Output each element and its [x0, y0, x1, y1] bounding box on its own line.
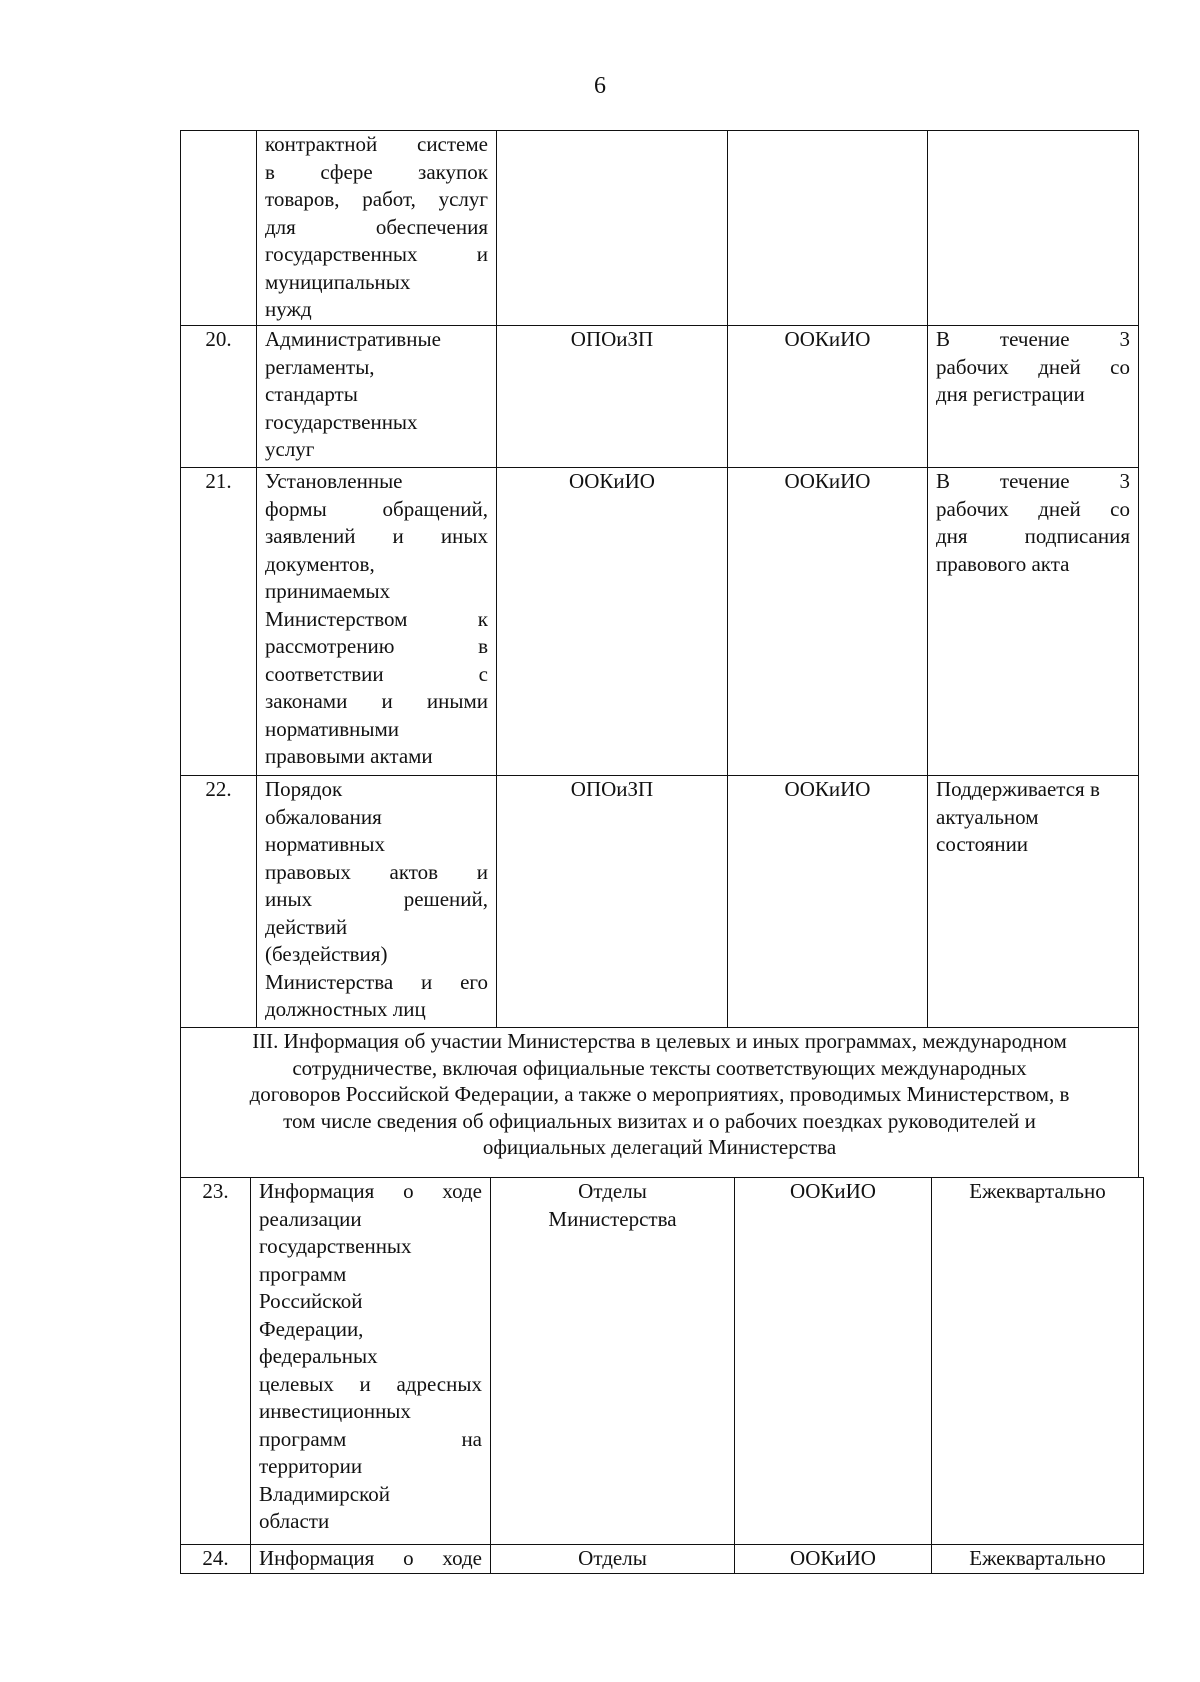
text-line: правовыми актами: [265, 744, 433, 768]
text-line: дня регистрации: [936, 382, 1085, 406]
responsible-unit: ОПОиЗП: [497, 326, 728, 468]
text-line: территории: [259, 1454, 363, 1478]
info-name: [257, 131, 497, 326]
table-row: [181, 468, 1139, 776]
text-line: заявлений и иных: [265, 524, 488, 548]
publishing-unit: [728, 131, 928, 326]
text-line: Российской: [259, 1289, 363, 1313]
text-line: Министерством к: [265, 606, 488, 631]
responsible-unit: ОПОиЗП: [497, 776, 728, 1028]
info-name: [251, 1545, 491, 1574]
text-line: для обеспечения: [265, 214, 488, 239]
section-line: официальных делегаций Министерства: [482, 1135, 837, 1159]
table-row: [181, 326, 1139, 468]
responsible-unit: [491, 1178, 735, 1545]
text-line: Порядок: [265, 777, 343, 801]
text-line: нормативными: [265, 716, 400, 741]
text-line: соответствии с: [265, 661, 488, 686]
text-line: Министерства: [548, 1206, 677, 1231]
publishing-unit: ООКиИО: [728, 776, 928, 1028]
text-line: Отделы: [578, 1546, 647, 1570]
row-number: [181, 131, 257, 326]
text-line: программ на: [259, 1426, 482, 1451]
text-line: нужд: [265, 297, 312, 321]
text-line: правовых актов и: [265, 859, 488, 884]
text-line: дня подписания: [936, 524, 1130, 548]
text-line: Административные: [265, 327, 441, 351]
text-line: рабочих дней со: [936, 496, 1130, 521]
section-line: том числе сведения об официальных визитах и о рабочих поездках руководителей и: [283, 1108, 1036, 1133]
text-line: Поддерживается в: [936, 777, 1100, 801]
text-line: документов,: [265, 551, 375, 576]
update-term: [928, 776, 1139, 1028]
row-number: 24.: [181, 1545, 251, 1574]
text-line: Установленные: [265, 469, 403, 493]
responsible-unit: [491, 1545, 735, 1574]
text-line: программ: [259, 1261, 347, 1286]
table-row: [181, 131, 1139, 326]
update-term: Ежеквартально: [932, 1178, 1144, 1545]
text-line: Информация о ходе: [259, 1546, 482, 1570]
text-line: стандарты: [265, 382, 358, 406]
text-line: В течение 3: [936, 469, 1130, 493]
text-line: Федерации,: [259, 1316, 364, 1341]
info-name: [257, 776, 497, 1028]
info-name: [257, 326, 497, 468]
plan-table-top: [180, 130, 1139, 1178]
publishing-unit: ООКиИО: [728, 468, 928, 776]
responsible-unit: [497, 131, 728, 326]
row-number: 20.: [181, 326, 257, 468]
row-number: 23.: [181, 1178, 251, 1545]
publishing-unit: ООКиИО: [735, 1545, 932, 1574]
text-line: государственных: [265, 409, 418, 434]
text-line: Министерства и его: [265, 969, 488, 994]
text-line: правового акта: [936, 551, 1070, 576]
update-term: [928, 326, 1139, 468]
text-line: Информация о ходе: [259, 1179, 482, 1203]
update-term: [928, 131, 1139, 326]
text-line: законами и иными: [265, 689, 488, 713]
update-term: Ежеквартально: [932, 1545, 1144, 1574]
text-line: (бездействия): [265, 942, 388, 966]
table-row: [181, 776, 1139, 1028]
text-line: инвестиционных: [259, 1399, 411, 1423]
section-line: договоров Российской Федерации, а также о мероприятиях, проводимых Министерством, в: [249, 1082, 1070, 1106]
text-line: регламенты,: [265, 354, 375, 379]
update-term: [928, 468, 1139, 776]
text-line: товаров, работ, услуг: [265, 187, 488, 211]
text-line: контрактной системе: [265, 132, 488, 156]
section-line: сотрудничестве, включая официальные тексты соответствующих международных: [292, 1055, 1027, 1080]
row-number: 22.: [181, 776, 257, 1028]
text-line: актуальном: [936, 804, 1039, 829]
text-line: государственных: [259, 1234, 412, 1258]
text-line: Владимирской: [259, 1481, 390, 1506]
text-line: рабочих дней со: [936, 354, 1130, 379]
table-row: [181, 1178, 1144, 1545]
text-line: должностных лиц: [265, 997, 426, 1021]
info-name: [257, 468, 497, 776]
text-line: реализации: [259, 1206, 362, 1231]
text-line: принимаемых: [265, 579, 391, 603]
publishing-unit: ООКиИО: [728, 326, 928, 468]
text-line: муниципальных: [265, 269, 411, 294]
section-header-row: [181, 1028, 1139, 1178]
text-line: иных решений,: [265, 887, 488, 911]
text-line: В течение 3: [936, 327, 1130, 351]
text-line: в сфере закупок: [265, 159, 488, 184]
text-line: услуг: [265, 437, 315, 461]
text-line: состоянии: [936, 832, 1029, 856]
text-line: действий: [265, 914, 348, 939]
text-line: государственных и: [265, 242, 488, 266]
text-line: федеральных: [259, 1344, 378, 1368]
section-line: III. Информация об участии Министерства в целевых и иных программах, международном: [252, 1029, 1067, 1053]
text-line: рассмотрению в: [265, 634, 488, 658]
text-line: нормативных: [265, 832, 386, 856]
text-line: обжалования: [265, 804, 382, 829]
page-number: 6: [594, 73, 606, 99]
text-line: целевых и адресных: [259, 1371, 482, 1396]
table-row: [181, 1545, 1144, 1574]
text-line: Отделы: [578, 1179, 647, 1203]
responsible-unit: ООКиИО: [497, 468, 728, 776]
info-name: [251, 1178, 491, 1545]
plan-table-bottom: [180, 1177, 1144, 1574]
section-title: [181, 1028, 1139, 1178]
publishing-unit: ООКиИО: [735, 1178, 932, 1545]
row-number: 21.: [181, 468, 257, 776]
text-line: формы обращений,: [265, 496, 488, 521]
text-line: области: [259, 1509, 330, 1533]
